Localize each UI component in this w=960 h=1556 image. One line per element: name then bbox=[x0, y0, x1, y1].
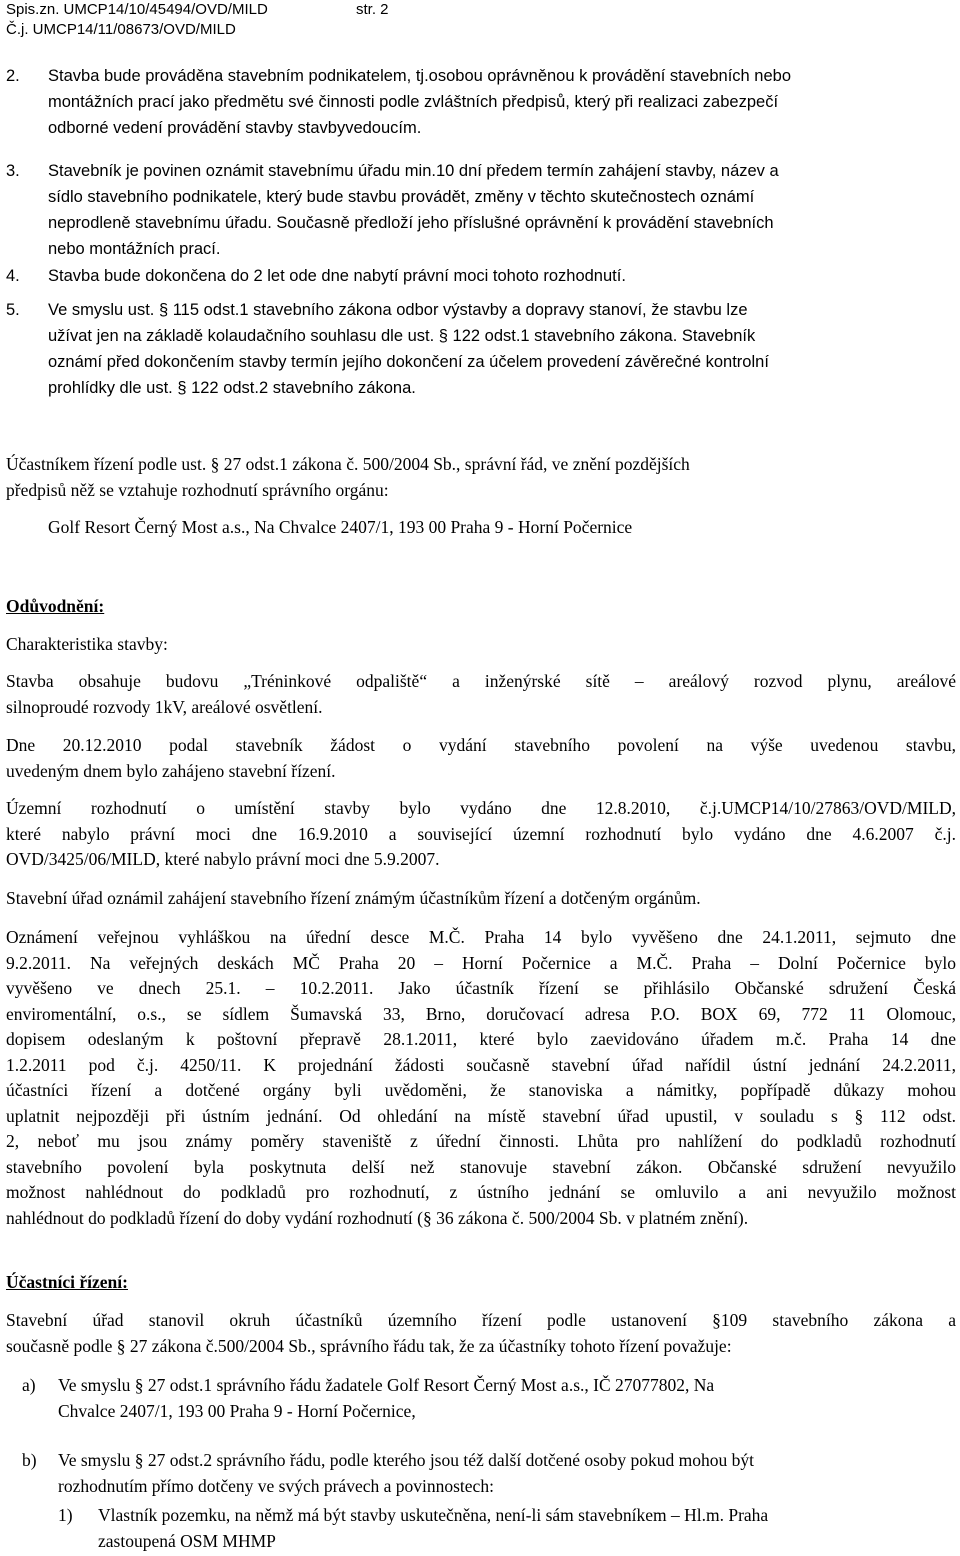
condition-text bbox=[48, 63, 954, 141]
paragraph-notice bbox=[6, 886, 956, 912]
participants-heading bbox=[6, 1270, 956, 1296]
condition-number: 2. bbox=[6, 67, 20, 85]
subitem-1-label bbox=[58, 1503, 88, 1529]
text-line: Dne 20.12.2010 podal stavebník žádost o vydání stavebního povolení na výše uvedenou stavbu, bbox=[6, 735, 956, 755]
text-line: oznámí před dokončením stavby termín jejího dokončení za účelem provedení závěrečné kontrolní bbox=[48, 353, 769, 371]
text-line: 2, neboť mu jsou známy poměry staveniště z úřední činnosti. Lhůta pro nahlížení do podkladů rozhodnutí bbox=[6, 1131, 956, 1151]
condition-text bbox=[48, 158, 954, 262]
list-label: 1) bbox=[58, 1505, 73, 1525]
text-line: 9.2.2011. Na veřejných deskách MČ Praha 20 – Horní Počernice a M.Č. Praha – Dolní Počernice bylo bbox=[6, 952, 956, 973]
text-line: účastníci řízení a dotčené orgány byli uvědoměni, že stanoviska a námitky, popřípadě důkazy mohou bbox=[6, 1080, 956, 1100]
reference-number: Č.j. UMCP14/11/08673/OVD/MILD bbox=[6, 21, 236, 38]
text-line: dopisem odeslaným k poštovní přepravě 28.1.2011, které bylo zaevidováno úřadem m.č. Praha 14 dne bbox=[6, 1029, 956, 1049]
reasoning-subheading bbox=[6, 632, 956, 658]
text-line: Stavební úřad stanovil okruh účastníků územního řízení podle ustanovení §109 stavebního zákona a bbox=[6, 1310, 956, 1330]
text-line: Stavba obsahuje budovu „Tréninkové odpaliště“ a inženýrské sítě – areálový rozvod plynu, areálové bbox=[6, 671, 956, 691]
text-line: odborné vedení provádění stavby stavbyvedoucím. bbox=[48, 119, 422, 137]
participants-intro bbox=[6, 452, 956, 503]
text-line: Vlastník pozemku, na němž má být stavby uskutečněna, není-li sám stavebníkem – Hl.m. Praha bbox=[98, 1505, 769, 1525]
page-number: str. 2 bbox=[356, 1, 389, 18]
text-line: prohlídky dle ust. § 122 odst.2 stavebního zákona. bbox=[48, 379, 416, 397]
text-line: možnost nahlédnout do podkladů pro rozhodnutí, z ústního jednání se omluvilo a ani nevyužilo možnost bbox=[6, 1182, 956, 1202]
condition-text bbox=[48, 263, 954, 289]
item-b-label bbox=[22, 1448, 52, 1474]
text-line: Ve smyslu § 27 odst.1 správního řádu žadatele Golf Resort Černý Most a.s., IČ 27077802, Na bbox=[58, 1375, 715, 1395]
text-line: nahlédnout do podkladů řízení do doby vydání rozhodnutí (§ 36 zákona č. 500/2004 Sb. v platném znění). bbox=[6, 1207, 749, 1228]
condition-number: 3. bbox=[6, 162, 20, 180]
item-a-label bbox=[22, 1373, 52, 1399]
item-b bbox=[58, 1448, 956, 1499]
text-line: Golf Resort Černý Most a.s., Na Chvalce 2407/1, 193 00 Praha 9 - Horní Počernice bbox=[48, 517, 633, 537]
text-line: enviromentální, o.s., se sídlem Šumavská 33, Brno, doručovací adresa P.O. BOX 69, 772 11 Olomouc, bbox=[6, 1003, 956, 1024]
text-line: Stavba bude dokončena do 2 let ode dne nabytí právní moci tohoto rozhodnutí. bbox=[48, 267, 626, 285]
text-line: předpisů něž se vztahuje rozhodnutí správního orgánu: bbox=[6, 479, 389, 500]
paragraph-publication bbox=[6, 925, 956, 1231]
text-line: současně podle § 27 zákona č.500/2004 Sb., správního řádu tak, že za účastníky tohoto řízení považuje: bbox=[6, 1335, 732, 1356]
condition-number: 5. bbox=[6, 301, 20, 319]
subheading: Charakteristika stavby: bbox=[6, 634, 168, 654]
text-line: OVD/3425/06/MILD, které nabylo právní moci dne 5.9.2007. bbox=[6, 849, 440, 869]
item-a bbox=[58, 1373, 956, 1424]
section-heading: Odůvodnění: bbox=[6, 596, 105, 616]
text-line: stavebního povolení byla poskytnuta delší než stanovuje stavební zákon. Občanské sdružení nevyužilo bbox=[6, 1156, 956, 1177]
text-line: Stavební úřad oznámil zahájení stavebního řízení známým účastníkům řízení a dotčeným orgánům. bbox=[6, 888, 701, 908]
text-line: Ve smyslu ust. § 115 odst.1 stavebního zákona odbor výstavby a dopravy stanoví, že stavbu lze bbox=[48, 301, 748, 319]
list-label: b) bbox=[22, 1450, 37, 1470]
text-line: Stavba bude prováděna stavebním podnikatelem, tj.osobou oprávněnou k provádění stavebních nebo bbox=[48, 67, 792, 85]
text-line: Stavebník je povinen oznámit stavebnímu úřadu min.10 dní předem termín zahájení stavby, název a bbox=[48, 162, 779, 180]
text-line: montážních prací jako předmětu své činnosti podle zvláštních předpisů, který při realizaci zabezpečí bbox=[48, 93, 779, 111]
text-line: Účastníkem řízení podle ust. § 27 odst.1 zákona č. 500/2004 Sb., správní řád, ve znění pozdějších bbox=[6, 454, 690, 474]
text-line: uplatnit nejpozději při ústním jednání. Od ohledání na místě stavební úřad upustil, v souladu s § 112 odst. bbox=[6, 1105, 956, 1126]
text-line: rozhodnutím přímo dotčeny ve svých právech a povinnostech: bbox=[58, 1475, 494, 1496]
text-line: které nabylo právní moci dne 16.9.2010 a související územní rozhodnutí bylo vydáno dne 4.6.2007 č.j. bbox=[6, 823, 956, 844]
participant-main bbox=[48, 515, 960, 541]
subitem-1 bbox=[98, 1503, 956, 1554]
file-number: Spis.zn. UMCP14/10/45494/OVD/MILD bbox=[6, 1, 268, 18]
text-line: nebo montážních prací. bbox=[48, 240, 221, 258]
paragraph-building bbox=[6, 669, 956, 720]
text-line: uvedeným dnem bylo zahájeno stavební řízení. bbox=[6, 760, 336, 781]
text-line: sídlo stavebního podnikatele, který bude stavbu provádět, změny v těchto skutečnostech oznámí bbox=[48, 188, 755, 206]
paragraph-application bbox=[6, 733, 956, 784]
condition-text bbox=[48, 297, 954, 401]
text-line: užívat jen na základě kolaudačního souhlasu dle ust. § 122 odst.1 stavebního zákona. Stavebník bbox=[48, 327, 756, 345]
text-line: neprodleně stavebnímu úřadu. Současně předloží jeho příslušné oprávnění k provádění stavebních bbox=[48, 214, 774, 232]
page-header bbox=[6, 0, 389, 40]
reasoning-heading bbox=[6, 594, 956, 620]
text-line: silnoproudé rozvody 1kV, areálové osvětlení. bbox=[6, 696, 323, 717]
text-line: zastoupená OSM MHMP bbox=[98, 1530, 276, 1551]
condition-number: 4. bbox=[6, 267, 20, 285]
text-line: vyvěšeno ve dnech 25.1. – 10.2.2011. Jako účastník řízení se přihlásilo Občanské sdružení Česká bbox=[6, 978, 956, 998]
text-line: Chvalce 2407/1, 193 00 Praha 9 - Horní Počernice, bbox=[58, 1400, 416, 1421]
paragraph-zoning bbox=[6, 796, 956, 873]
text-line: 1.2.2011 pod č.j. 4250/11. K projednání žádosti současně stavební úřad nařídil ústní jednání 24.2.2011, bbox=[6, 1054, 956, 1075]
text-line: Územní rozhodnutí o umístění stavby bylo vydáno dne 12.8.2010, č.j.UMCP14/10/27863/OVD/MILD, bbox=[6, 798, 956, 818]
text-line: Ve smyslu § 27 odst.2 správního řádu, podle kterého jsou též další dotčené osoby pokud mohou být bbox=[58, 1450, 755, 1470]
section-heading: Účastníci řízení: bbox=[6, 1272, 128, 1292]
list-label: a) bbox=[22, 1375, 36, 1395]
participants-intro-paragraph bbox=[6, 1308, 956, 1359]
text-line: Oznámení veřejnou vyhláškou na úřední desce M.Č. Praha 14 bylo vyvěšeno dne 24.1.2011, sejmuto dne bbox=[6, 927, 956, 947]
